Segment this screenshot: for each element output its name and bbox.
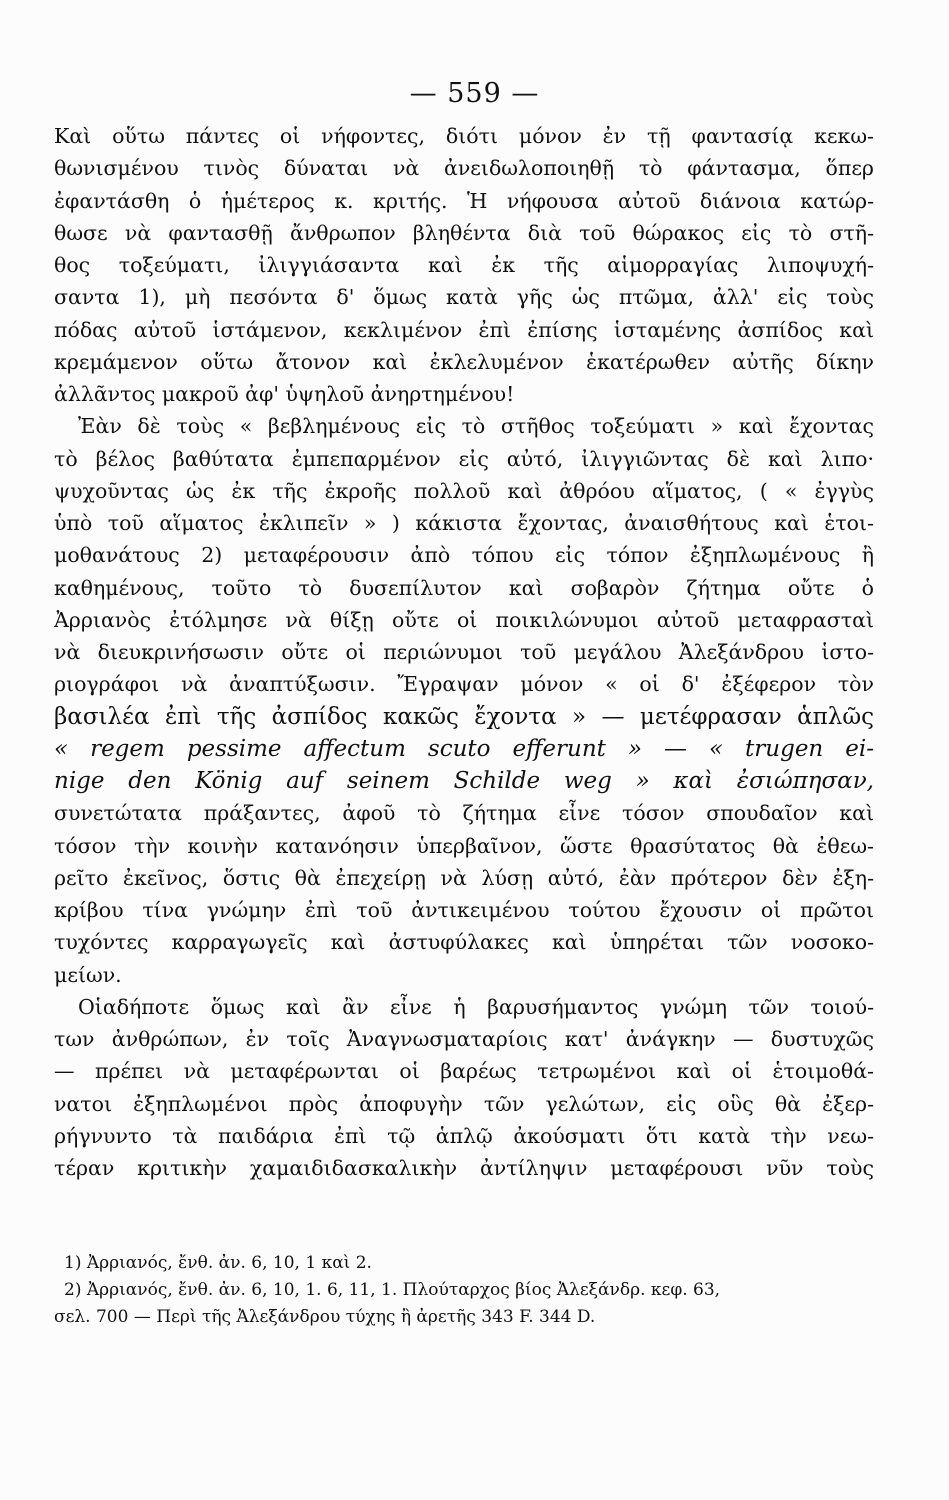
text-line: Ἐὰν δὲ τοὺς « βεβλημένους εἰς τὸ στῆθος τοξεύματι » καὶ ἔχοντας: [78, 414, 874, 439]
text-line: θωσε νὰ φαντασθῇ ἄνθρωπον βληθέντα διὰ τοῦ θώρακος εἰς τὸ στῆ-: [54, 220, 874, 245]
text-line: ψυχοῦντας ὡς ἐκ τῆς ἐκροῆς πολλοῦ καὶ ἀθρόου αἵματος, ( « ἐγγὺς: [54, 478, 874, 503]
text-line: Ἀρριανὸς ἐτόλμησε νὰ θίξῃ οὔτε οἱ ποικιλώνυμοι αὐτοῦ μεταφρασταὶ: [54, 607, 874, 632]
text-line: θος τοξεύματι, ἰλιγγιάσαντα καὶ ἐκ τῆς αἱμορραγίας λιποψυχή-: [54, 253, 874, 277]
text-line: τυχόντες καρραγωγεῖς καὶ ἀστυφύλακες καὶ ὑπηρέται τῶν νοσοκο-: [54, 930, 874, 955]
latin-quote-text: « regem pessime affectum scuto efferunt » — « trugen ei-: [54, 735, 874, 762]
text-line: καθημένους, τοῦτο τὸ δυσεπίλυτον καὶ σοβαρὸν ζήτημα οὔτε ὁ: [54, 575, 874, 600]
footnote-2-continued: σελ. 700 — Περὶ τῆς Ἀλεξάνδρου τύχης ἢ ἀρετῆς 343 F. 344 D.: [54, 1307, 596, 1327]
text-line: σαντα 1), μὴ πεσόντα δ' ὅμως κατὰ γῆς ὡς πτῶμα, ἀλλ' εἰς τοὺς: [54, 285, 874, 310]
text-line: θωνισμένου τινὸς δύναται νὰ ἀνειδωλοποιηθῇ τὸ φάντασμα, ὅπερ: [54, 156, 874, 181]
text-line: μοθανάτους 2) μεταφέρουσιν ἀπὸ τόπου εἰς τόπον ἐξηπλωμένους ἢ: [54, 543, 874, 568]
text-line: πόδας αὐτοῦ ἱστάμενον, κεκλιμένον ἐπὶ ἐπίσης ἱσταμένης ἀσπίδος καὶ: [54, 317, 874, 342]
text-line: κρίβου τίνα γνώμην ἐπὶ τοῦ ἀντικειμένου τούτου ἔχουσιν οἱ πρῶτοι: [54, 898, 874, 922]
body-text: [54, 120, 874, 1184]
text-line: Καὶ οὕτω πάντες οἱ νήφοντες, διότι μόνον ἐν τῇ φαντασίᾳ κεκω-: [54, 124, 874, 148]
text-line: ὑπὸ τοῦ αἵματος ἐκλιπεῖν » ) κάκιστα ἔχοντας, ἀναισθήτους καὶ ἑτοι-: [54, 511, 874, 535]
text-line: — πρέπει νὰ μεταφέρωνται οἱ βαρέως τετρωμένοι καὶ οἱ ἑτοιμοθά-: [54, 1059, 874, 1084]
latin-quote-line: [54, 733, 874, 765]
german-quote-line: [54, 765, 874, 797]
text-line: κρεμάμενον οὕτω ἄτονον καὶ ἐκλελυμένον ἑκατέρωθεν αὐτῆς δίκην: [54, 349, 874, 374]
text-line: των ἀνθρώπων, ἐν τοῖς Ἀναγνωσματαρίοις κατ' ἀνάγκην — δυστυχῶς: [54, 1027, 874, 1051]
text-line: ρήγνυντο τὰ παιδάρια ἐπὶ τῷ ἁπλῷ ἀκούσματι ὅτι κατὰ τὴν νεω-: [54, 1123, 874, 1148]
german-quote-text: nige den König auf seinem Schilde weg » καὶ ἐσιώπησαν,: [54, 768, 874, 794]
text-line: τόσον τὴν κοινὴν κατανόησιν ὑπερβαῖνον, ὥστε θρασύτατος θὰ ἐθεω-: [54, 833, 874, 858]
text-line: ἀλλᾶντος μακροῦ ἀφ' ὑψηλοῦ ἀνηρτημένου!: [54, 382, 515, 406]
text-line: Οἱαδήποτε ὅμως καὶ ἂν εἶνε ἡ βαρυσήμαντος γνώμη τῶν τοιού-: [78, 994, 874, 1019]
text-line: ρεῖτο ἐκεῖνος, ὅστις θὰ ἐπεχείρῃ νὰ λύσῃ αὐτό, ἐὰν πρότερον δὲν ἐξη-: [54, 865, 874, 890]
text-line: συνετώτατα πράξαντες, ἀφοῦ τὸ ζήτημα εἶνε τόσον σπουδαῖον καὶ: [54, 801, 874, 826]
footnote-2: 2) Ἀρριανός, ἔνθ. ἀν. 6, 10, 1. 6, 11, 1. Πλούταρχος βίος Ἀλεξάνδρ. κεφ. 63,: [64, 1280, 721, 1300]
text-line: ἐφαντάσθη ὁ ἡμέτερος κ. κριτής. Ἡ νήφουσα αὐτοῦ διάνοια κατώρ-: [54, 188, 874, 213]
text-line: βασιλέα ἐπὶ τῆς ἀσπίδος κακῶς ἔχοντα » — μετέφρασαν ἁπλῶς: [54, 703, 874, 730]
text-line: νατοι ἐξηπλωμένοι πρὸς ἀποφυγὴν τῶν γελώτων, εἰς οὓς θὰ ἐξερ-: [54, 1091, 874, 1116]
page-number: — 559 —: [409, 78, 540, 109]
text-line: μείων.: [54, 962, 122, 987]
text-line: τὸ βέλος βαθύτατα ἐμπεπαρμένον εἰς αὐτό, ἰλιγγιῶντας δὲ καὶ λιπο·: [54, 446, 874, 471]
footnotes: [54, 1250, 794, 1331]
footnote-1: 1) Ἀρριανός, ἔνθ. ἀν. 6, 10, 1 καὶ 2.: [64, 1253, 372, 1273]
text-line: τέραν κριτικὴν χαμαιδιδασκαλικὴν ἀντίληψιν μεταφέρουσι νῦν τοὺς: [54, 1156, 874, 1180]
text-line: νὰ διευκρινήσωσιν οὔτε οἱ περιώνυμοι τοῦ μεγάλου Ἀλεξάνδρου ἱστο-: [54, 640, 874, 664]
text-line: ριογράφοι νὰ ἀναπτύξωσιν. Ἔγραψαν μόνον « οἱ δ' ἐξέφερον τὸν: [54, 672, 874, 697]
